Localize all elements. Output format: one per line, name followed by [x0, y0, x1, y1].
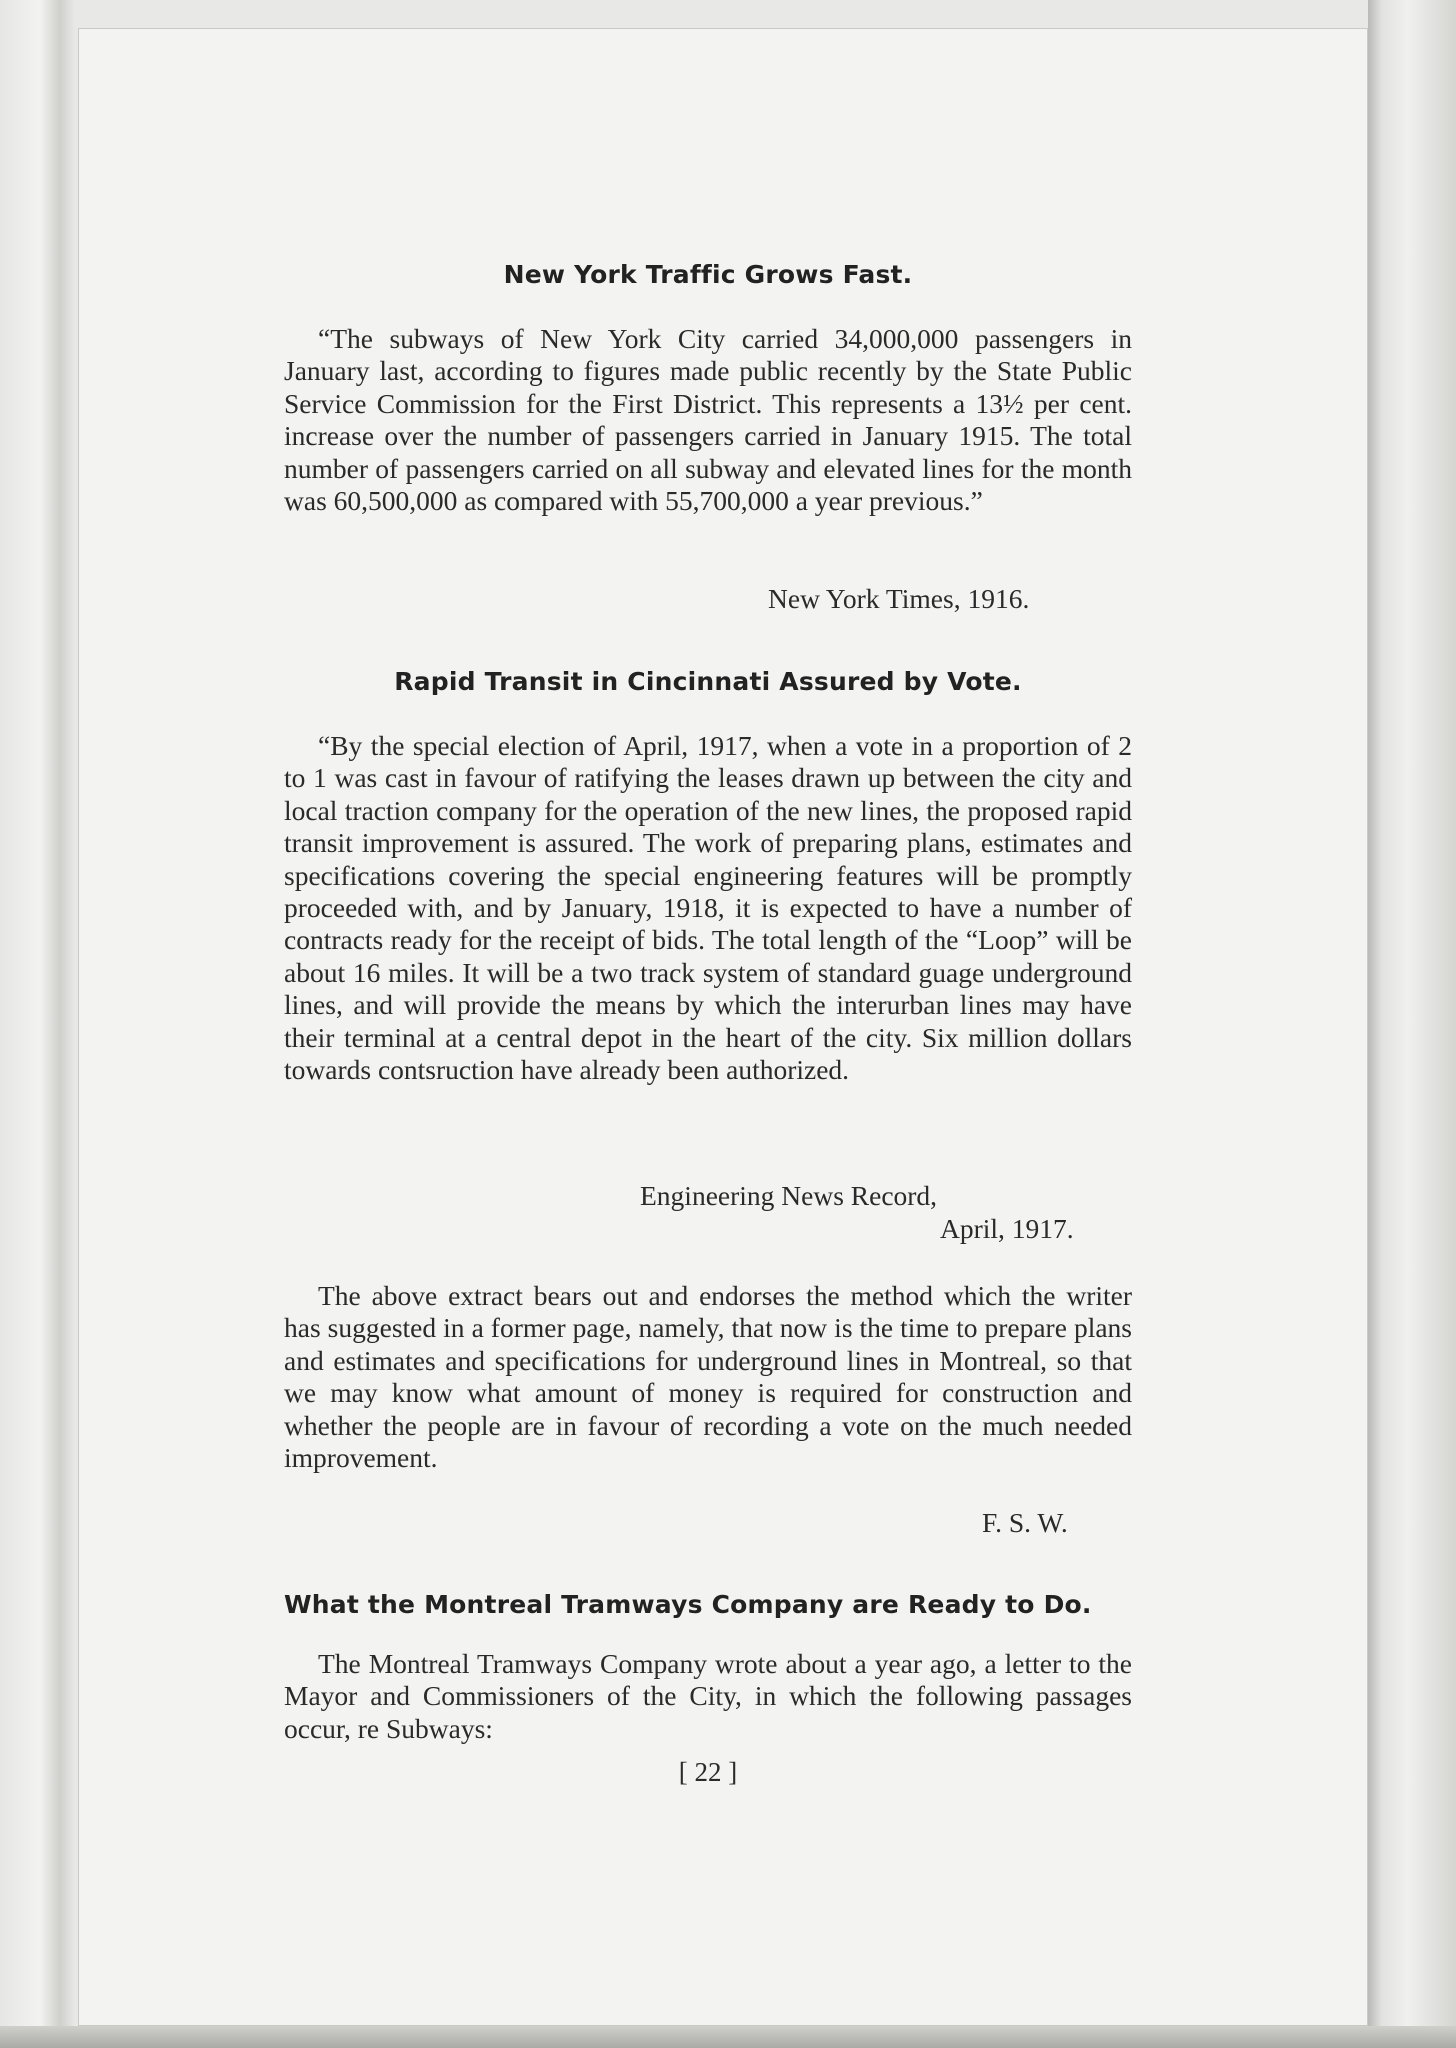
attribution-new-york-times: New York Times, 1916.: [768, 583, 1030, 614]
heading-new-york-traffic: New York Traffic Grows Fast.: [503, 260, 913, 289]
page-number: [ 22 ]: [678, 1757, 738, 1787]
attribution-date: April, 1917.: [940, 1213, 1074, 1244]
page-bottom-edge: [0, 2026, 1456, 2048]
next-page-edge: [1368, 0, 1456, 2048]
paragraph-above-extract: The above extract bears out and endorses the method which the writer has suggested in a former page, namely, that now is the time to prepare plans and estimates and specifications for underground lines in Montreal, so that we may know what amount of money is required for construction and whether the people are in favour of recording a vote on the much needed improvement.: [284, 1280, 1132, 1474]
paragraph-montreal-tramways: The Montreal Tramways Company wrote about a year ago, a letter to the Mayor and Commissioners of the City, in which the following passages occur, re Subways:: [284, 1648, 1132, 1744]
paragraph-rapid-transit-cincinnati: “By the special election of April, 1917, when a vote in a proportion of 2 to 1 was cast in favour of ratifying the leases drawn up between the city and local traction company for the operation of the new lines, the proposed rapid transit improvement is assured. The work of preparing plans, estimates and specifications covering the special engineering features will be promptly proceeded with, and by January, 1918, it is expected to have a number of contracts ready for the receipt of bids. The total length of the “Loop” will be about 16 miles. It will be a two track system of standard guage underground lines, and will provide the means by which the interurban lines may have their terminal at a central depot in the heart of the city. Six million dollars towards contsruction have already been authorized.: [284, 730, 1132, 1086]
heading-rapid-transit-cincinnati: Rapid Transit in Cincinnati Assured by Vote.: [394, 667, 1022, 696]
heading-montreal-tramways: What the Montreal Tramways Company are Ready to Do.: [284, 1590, 1092, 1619]
author-initials: F. S. W.: [982, 1507, 1068, 1538]
attribution-engineering-news-record: Engineering News Record,: [640, 1180, 938, 1211]
paragraph-new-york-traffic: “The subways of New York City carried 34,000,000 passengers in January last, according to figures made public recently by the State Public Service Commission for the First District. This represents a 13½ per cent. increase over the number of passengers carried in January 1915. The total number of passengers carried on all subway and elevated lines for the month was 60,500,000 as compared with 55,700,000 a year previous.”: [284, 323, 1132, 517]
